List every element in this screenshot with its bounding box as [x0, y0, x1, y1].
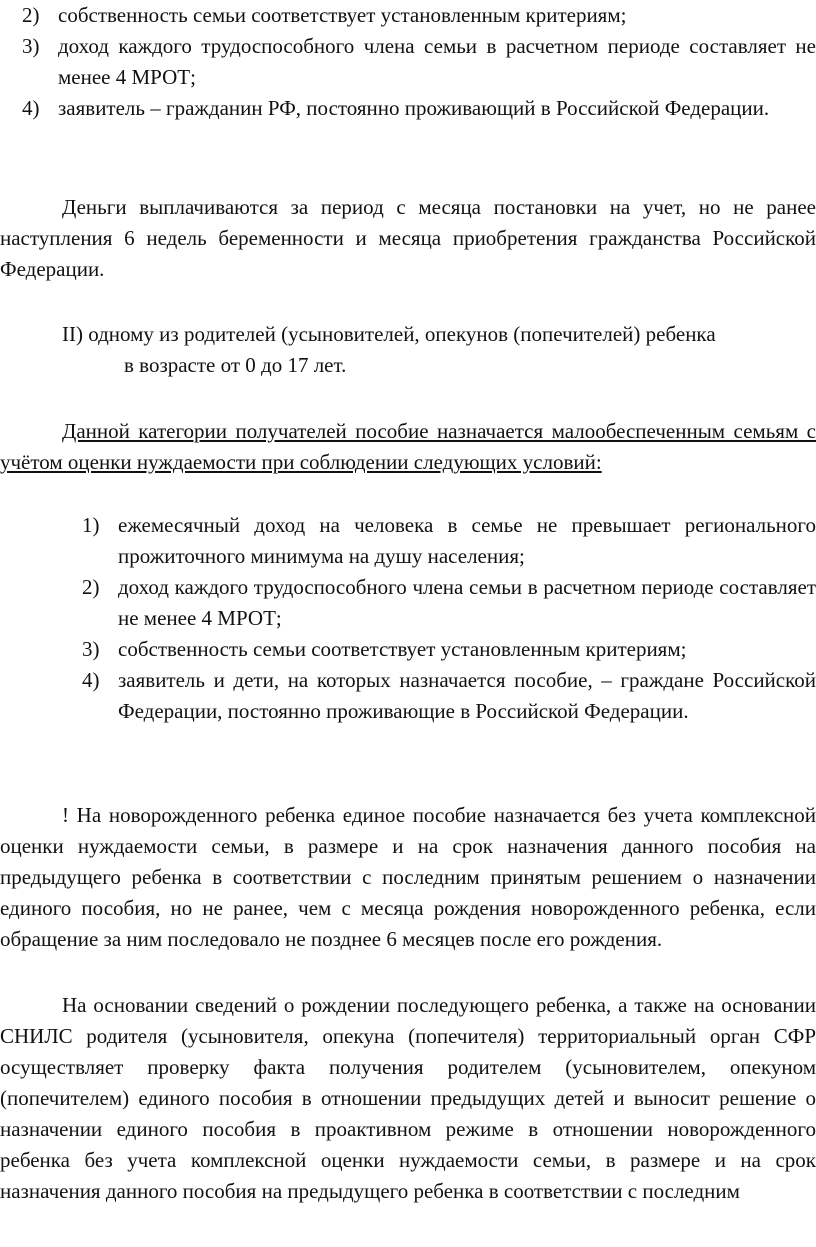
- section-ii-heading: [62, 319, 816, 381]
- conditions-list: [82, 510, 816, 727]
- list-item-text: собственность семьи соответствует установленным критериям;: [118, 637, 687, 661]
- list-item: [82, 510, 816, 572]
- list-number: 2): [82, 575, 100, 599]
- list-number: 3): [82, 637, 100, 661]
- list-item: [82, 634, 816, 665]
- list-number: 4): [22, 96, 40, 120]
- list-item-text: заявитель – гражданин РФ, постоянно проживающий в Российской Федерации.: [58, 96, 770, 120]
- list-item-text: заявитель и дети, на которых назначается пособие, – граждане Российской Федерации, постоянно проживающие в Российской Федерации.: [118, 668, 816, 723]
- list-item: [22, 0, 816, 31]
- newborn-paragraph: ! На новорожденного ребенка единое пособие назначается без учета комплексной оценки нуждаемости семьи, в размере и на срок назначения данного пособия на предыдущего ребенка в соответствии с последним принятым решением о назначении единого пособия, но не ранее, чем с месяца рождения новорожденного ребенка, если обращение за ним последовало не позднее 6 месяцев после его рождения.: [0, 803, 816, 951]
- payment-period-paragraph: Деньги выплачиваются за период с месяца постановки на учет, но не ранее наступления 6 недель беременности и месяца приобретения гражданства Российской Федерации.: [0, 195, 816, 281]
- list-number: 2): [22, 3, 40, 27]
- list-item: [82, 572, 816, 634]
- category-paragraph: Данной категории получателей пособие назначается малообеспеченным семьям с учётом оценки нуждаемости при соблюдении следующих условий:: [0, 419, 816, 474]
- list-item-text: доход каждого трудоспособного члена семьи в расчетном периоде составляет не менее 4 МРОТ;: [118, 575, 816, 630]
- list-item: [22, 93, 816, 124]
- section-ii-line2: в возрасте от 0 до 17 лет.: [124, 353, 347, 377]
- list-item: [22, 31, 816, 93]
- list-item-text: собственность семьи соответствует установленным критериям;: [58, 3, 627, 27]
- list-number: 3): [22, 34, 40, 58]
- section-ii-line1: II) одному из родителей (усыновителей, опекунов (попечителей) ребенка: [62, 322, 716, 346]
- list-number: 1): [82, 513, 100, 537]
- list-number: 4): [82, 668, 100, 692]
- top-criteria-list: [22, 0, 816, 124]
- list-item: [82, 665, 816, 727]
- list-item-text: доход каждого трудоспособного члена семьи в расчетном периоде составляет не менее 4 МРОТ;: [58, 34, 816, 89]
- snils-paragraph: На основании сведений о рождении последующего ребенка, а также на основании СНИЛС родителя (усыновителя, опекуна (попечителя) территориальный орган СФР осуществляет проверку факта получения родителем (усыновителем, опекуном (попечителем) единого пособия в отношении предыдущих детей и выносит решение о назначении единого пособия в проактивном режиме в отношении новорожденного ребенка без учета комплексной оценки нуждаемости семьи, в размере и на срок назначения данного пособия на предыдущего ребенка в соответствии с последним: [0, 993, 816, 1203]
- list-item-text: ежемесячный доход на человека в семье не превышает регионального прожиточного минимума на душу населения;: [118, 513, 816, 568]
